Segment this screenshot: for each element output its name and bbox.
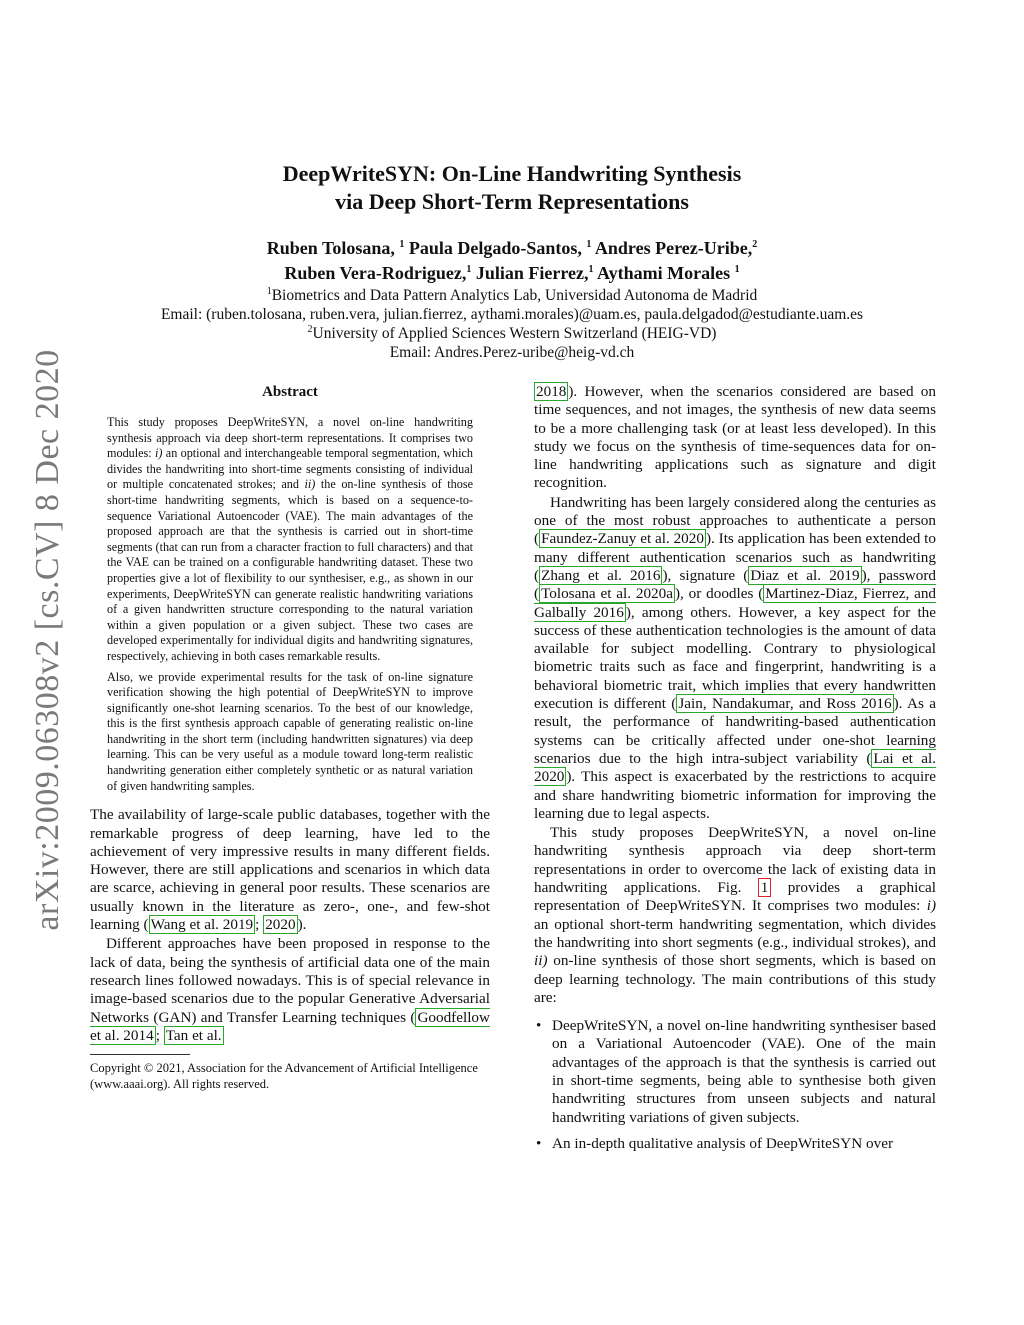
citation-link[interactable]: Martinez-Diaz, Fierrez, and Galbally 2016 [534,585,937,621]
contributions-list [534,1017,936,1153]
list-item: • DeepWriteSYN, a novel on-line handwriting synthesiser based on a Variational Autoencoder (VAE). One of the main advantages of the approach is that the synthesis is carried out in short-time segments, being able to synthesise both given handwriting structures from unseen subjects and natural handwriting variations of given subjects. [536,1017,936,1126]
abstract-heading: Abstract [262,384,318,400]
body-paragraph: 2018 ). However, when the scenarios considered are based on time sequences, and not images, the synthesis of new data seems to be a more challenging task (or at least less developed). In this study we focus on the synthesis of time-sequences data for on-line handwriting applications such as signature and digit recognition. [534,383,936,492]
author-affiliation-mark: 1 [588,264,594,275]
left-column [90,380,490,1092]
author-affiliation-mark: 1 [399,239,405,250]
introduction-left [90,806,490,1045]
body-paragraph: The availability of large-scale public databases, together with the remarkable progress of deep learning, have led to the achievement of very impressive results in many different fields. However, there are still applications and scenarios in which data are scarce, achieving in general poor results. These scenarios are usually known in the literature as zero-, one-, and few-shot learning ( Wang et al. 2019 ; 2020 ). [90,806,490,934]
author-affiliation-mark: 1 [466,264,472,275]
body-paragraph: This study proposes DeepWriteSYN, a novel on-line handwriting synthesis approach via deep short-term representations in order to overcome the lack of existing data in handwriting applications. Fig. 1 provides a graphical representation of DeepWriteSYN. It comprises two modules: i) an optional short-term handwriting segmentation, which divides the handwriting into short segments (e.g., individual strokes), and ii) on-line synthesis of those short segments, which is based on deep learning technology. The main contributions of this study are: [534,824,936,1006]
author-name: Paula Delgado-Santos, [408,238,582,258]
author-line-2 [0,261,1024,286]
citation-link[interactable]: Goodfellow et al. 2014 [90,1008,490,1044]
citation-link[interactable]: Jain, Nandakumar, and Ross 2016 [678,695,892,713]
list-item: • An in-depth qualitative analysis of DeepWriteSYN over [536,1134,894,1152]
author-affiliation-mark: 1 [734,264,740,275]
abstract-paragraph-1: This study proposes DeepWriteSYN, a novel on-line handwriting synthesis approach via deep short-term representations. It comprises two modules: i) an optional and interchangeable temporal segmentation, which divides the handwriting into short-time segments consisting of individual or multiple concatenated strokes; and ii) the on-line synthesis of those short-time handwriting segments, which is based on a sequence-to-sequence Variational Autoencoder (VAE). The main advantages of the proposed approach are that the synthesis is carried out in short-time segments (that can run from a character fraction to full characters) and that the VAE can be trained on a configurable handwriting dataset. These two properties give a lot of flexibility to our synthesiser, e.g., as shown in our experiments, DeepWriteSYN can generate realistic handwriting variations of a given handwritten structure corresponding to the natural variation within a given population or a given subject. These two cases are developed experimentally for individual digits and handwriting signatures, respectively, achieving in both cases remarkable results. [107,415,474,663]
citation-link[interactable]: Faundez-Zanuy et al. 2020 [541,530,704,548]
body-paragraph: Handwriting has been largely considered along the centuries as one of the most robust approaches to authenticate a person ( Faundez-Zanuy et al. 2020 ). Its application has been extended to many different authentication scenarios such as handwriting ( Zhang et al. 2016 ), signature ( Diaz et al. 2019 ), password ( Tolosana et al. 2020a ), or doodles ( Martinez-Diaz, Fierrez, and Galbally 2016 ), among others. However, a key aspect for the success of these authentication technologies is the amount of data available for subject modelling. Contrary to physiological biometric traits such as face and fingerprint, handwriting is a behavioral biometric trait, which implies that every handwritten execution is different ( Jain, Nandakumar, and Ross 2016 ). As a result, the performance of handwriting-based authentication systems can be critically affected under one-shot learning scenarios due to the high intra-subject variability ( Lai et al. 2020 ). This aspect is exacerbated by the restrictions to acquire and share handwriting biometric information for improving the learning due to legal aspects. [534,493,937,822]
citation-link[interactable]: Tan et al. [165,1026,222,1044]
bullet-icon: • [536,1134,542,1152]
paper-title [0,160,1024,216]
author-list [0,236,1024,286]
affiliation-2: $^2$University of Applied Sciences Western Switzerland (HEIG-VD) [307,323,717,342]
author-name: Ruben Tolosana, [266,238,395,258]
citation-link[interactable]: Zhang et al. 2016 [541,566,661,584]
title-line-1: DeepWriteSYN: On-Line Handwriting Synthesis [282,161,742,186]
affiliations [0,286,1024,362]
title-line-2: via Deep Short-Term Representations [335,189,689,214]
email-2: Email: Andres.Perez-uribe@heig-vd.ch [389,344,635,361]
author-name: Ruben Vera-Rodriguez, [284,263,467,283]
figure-link[interactable]: 1 [758,878,772,897]
citation-link[interactable]: 2018 [536,383,567,400]
right-column [534,383,936,1161]
footnote-divider [90,1054,190,1055]
arxiv-identifier: arXiv:2009.06308v2 [cs.CV] 8 Dec 2020 [29,349,66,931]
author-affiliation-mark: 2 [752,239,758,250]
author-name: Andres Perez-Uribe, [594,238,753,258]
citation-link[interactable]: Lai et al. 2020 [534,749,936,786]
body-paragraph: Different approaches have been proposed in response to the lack of data, being the synthesis of artificial data one of the main research lines followed nowadays. This is of special relevance in image-based scenarios due to the popular Generative Adversarial Networks (GAN) and Transfer Learning techniques ( Goodfellow et al. 2014 ; Tan et al. [90,935,490,1044]
citation-link[interactable]: Diaz et al. 2019 [750,566,860,584]
abstract [107,384,473,794]
copyright-footnote: Copyright © 2021, Association for the Advancement of Artificial Intelligence (www.aaai.org). All rights reserved. [90,1061,478,1092]
author-line-1 [0,236,1024,261]
author-affiliation-mark: 1 [586,239,592,250]
author-name: Aythami Morales [597,263,731,283]
author-name: Julian Fierrez, [475,263,589,283]
citation-link[interactable]: Wang et al. 2019 [150,916,254,934]
bullet-icon: • [536,1017,542,1035]
citation-link[interactable]: Tolosana et al. 2020a [541,585,673,603]
abstract-paragraph-2: Also, we provide experimental results for the task of on-line signature verification showing the high potential of DeepWriteSYN to improve significantly one-shot learning scenarios. To the best of our knowledge, this is the first synthesis approach capable of generating realistic on-line handwriting in the short term (including handwritten signatures) via deep learning. This can be very useful as a module toward long-term realistic handwriting generation either completely synthetic or as natural variation of given handwriting samples. [107,669,473,793]
citation-link[interactable]: 2020 [265,916,296,934]
email-1: Email: (ruben.tolosana, ruben.vera, julian.fierrez, aythami.morales)@uam.es, paula.delgadod@estudiante.uam.es [160,306,864,323]
affiliation-1: $^1$Biometrics and Data Pattern Analytics Lab, Universidad Autonoma de Madrid [266,285,758,304]
